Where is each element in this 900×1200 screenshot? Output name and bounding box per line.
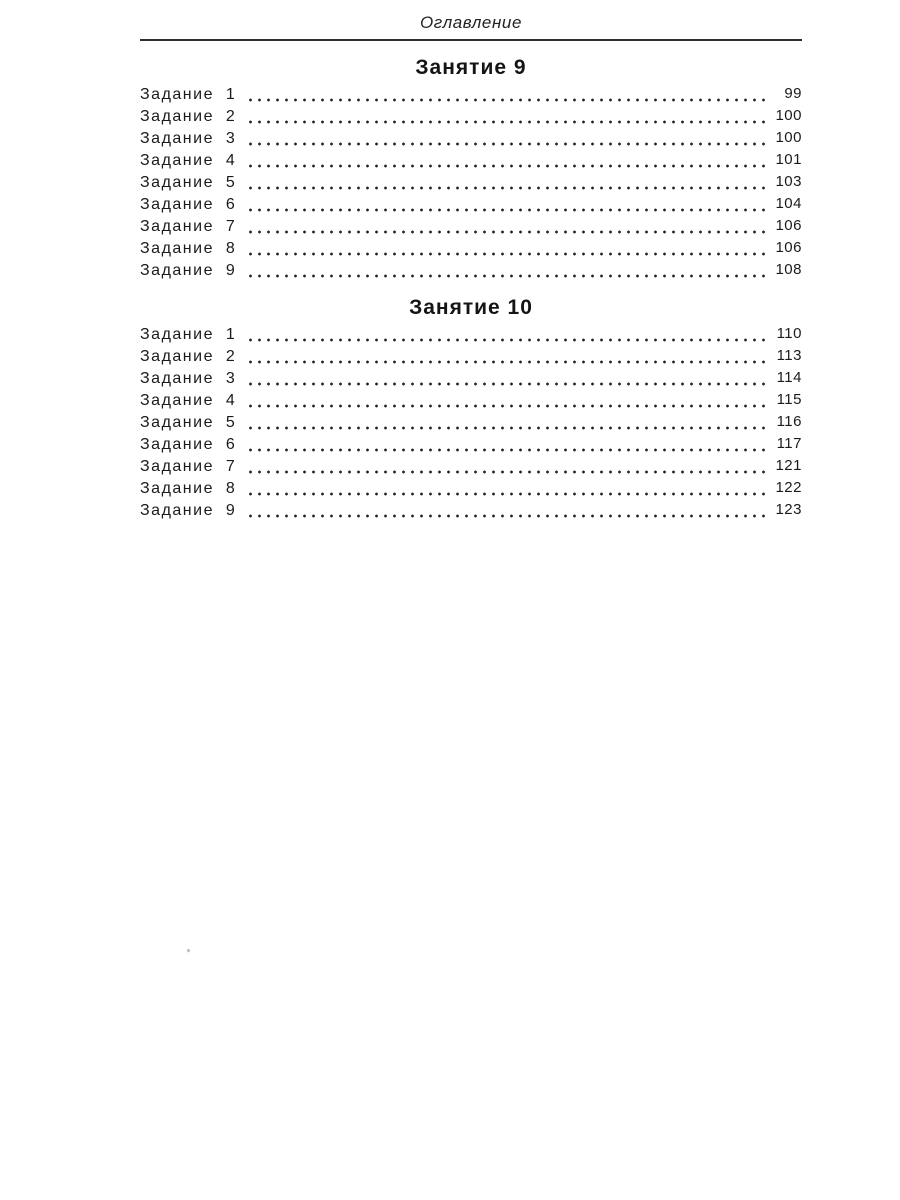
- dot-leader: [246, 338, 765, 342]
- entry-label: Задание 7: [140, 218, 237, 235]
- entry-page-number: 116: [776, 413, 802, 430]
- entry-label: Задание 8: [140, 240, 237, 257]
- entry-page-number: 110: [776, 325, 802, 342]
- dot-leader: [246, 404, 765, 408]
- entry-page-number: 106: [775, 217, 802, 234]
- entry-label: Задание 5: [140, 414, 237, 431]
- dot-leader: [246, 252, 765, 256]
- dot-leader: [246, 142, 765, 146]
- entry-page-number: 106: [775, 239, 802, 256]
- toc-entry: [140, 172, 802, 194]
- entry-page-number: 103: [775, 173, 802, 190]
- toc-entry: [140, 106, 802, 128]
- entry-page-number: 113: [776, 347, 802, 364]
- entry-label: Задание 1: [140, 326, 237, 343]
- entry-label: Задание 2: [140, 348, 237, 365]
- entry-label: Задание 3: [140, 370, 237, 387]
- dot-leader: [246, 426, 765, 430]
- toc-entry: [140, 84, 802, 106]
- entry-label: Задание 2: [140, 108, 237, 125]
- toc-entry: [140, 412, 802, 434]
- dot-leader: [246, 186, 765, 190]
- entry-label: Задание 6: [140, 196, 237, 213]
- entry-page-number: 121: [775, 457, 802, 474]
- entry-page-number: 114: [776, 369, 802, 386]
- toc-entry: [140, 260, 802, 282]
- entry-page-number: 123: [775, 501, 802, 518]
- page-header: [140, 13, 802, 41]
- entry-page-number: 99: [784, 85, 802, 102]
- entry-page-number: 100: [775, 107, 802, 124]
- entry-label: Задание 6: [140, 436, 237, 453]
- section-title: Занятие 9: [415, 56, 527, 79]
- toc-entry: [140, 194, 802, 216]
- dot-leader: [246, 360, 765, 364]
- entry-page-number: 104: [775, 195, 802, 212]
- toc-sections: [140, 55, 802, 522]
- dot-leader: [246, 448, 765, 452]
- dot-leader: [246, 470, 765, 474]
- toc-entries: [140, 324, 802, 522]
- dot-leader: [246, 230, 765, 234]
- scan-speck: [187, 949, 190, 952]
- entry-label: Задание 4: [140, 392, 237, 409]
- toc-entry: [140, 216, 802, 238]
- entry-page-number: 117: [776, 435, 802, 452]
- toc-entry: [140, 478, 802, 500]
- entry-page-number: 101: [775, 151, 802, 168]
- entry-label: Задание 4: [140, 152, 237, 169]
- dot-leader: [246, 164, 765, 168]
- entry-label: Задание 7: [140, 458, 237, 475]
- dot-leader: [246, 208, 765, 212]
- header-rule: [140, 39, 802, 41]
- entry-page-number: 100: [775, 129, 802, 146]
- entry-label: Задание 5: [140, 174, 237, 191]
- toc-entry: [140, 238, 802, 260]
- section-title: Занятие 10: [409, 296, 533, 319]
- entry-label: Задание 8: [140, 480, 237, 497]
- dot-leader: [246, 514, 765, 518]
- entry-label: Задание 3: [140, 130, 237, 147]
- entry-label: Задание 9: [140, 262, 237, 279]
- dot-leader: [246, 98, 765, 102]
- dot-leader: [246, 274, 765, 278]
- entry-page-number: 115: [776, 391, 802, 408]
- toc-entry: [140, 324, 802, 346]
- entry-page-number: 122: [775, 479, 802, 496]
- toc-entry: [140, 346, 802, 368]
- entry-page-number: 108: [775, 261, 802, 278]
- toc-entry: [140, 128, 802, 150]
- dot-leader: [246, 120, 765, 124]
- toc-entry: [140, 150, 802, 172]
- entry-label: Задание 1: [140, 86, 237, 103]
- toc-entry: [140, 368, 802, 390]
- toc-entry: [140, 500, 802, 522]
- toc-entry: [140, 434, 802, 456]
- entry-label: Задание 9: [140, 502, 237, 519]
- page-content: [140, 0, 802, 522]
- toc-entries: [140, 84, 802, 282]
- dot-leader: [246, 492, 765, 496]
- toc-entry: [140, 390, 802, 412]
- toc-section: [140, 55, 802, 282]
- toc-entry: [140, 456, 802, 478]
- toc-section: [140, 295, 802, 522]
- running-title: Оглавление: [419, 13, 523, 32]
- dot-leader: [246, 382, 765, 386]
